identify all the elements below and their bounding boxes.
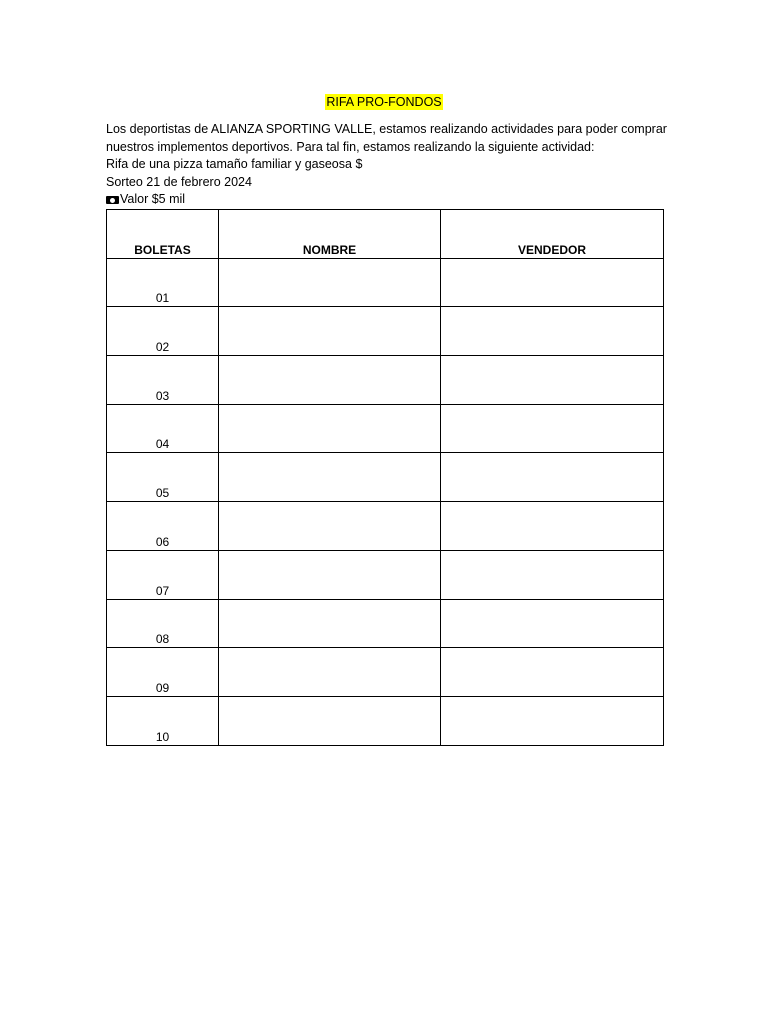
intro-text [106, 121, 676, 209]
tickets-table [106, 209, 664, 746]
table-row [107, 696, 664, 745]
draw-date-line: Sorteo 21 de febrero 2024 [106, 174, 252, 189]
money-icon [106, 196, 119, 204]
table-row [107, 550, 664, 599]
prize-line: Rifa de una pizza tamaño familiar y gaseosa $ [106, 157, 363, 172]
vendedor-cell [441, 550, 664, 599]
table-row [107, 258, 664, 307]
price-line [106, 191, 676, 209]
boleta-number: 05 [107, 453, 219, 502]
boleta-number: 03 [107, 356, 219, 405]
document-title: RIFA PRO-FONDOS [326, 95, 442, 109]
boleta-number: 10 [107, 696, 219, 745]
boleta-number: 08 [107, 599, 219, 648]
boleta-number: 02 [107, 307, 219, 356]
table-row [107, 404, 664, 453]
vendedor-cell [441, 648, 664, 697]
boleta-number: 04 [107, 404, 219, 453]
nombre-cell [219, 502, 441, 551]
vendedor-cell [441, 599, 664, 648]
vendedor-cell [441, 356, 664, 405]
header-nombre: NOMBRE [219, 210, 441, 259]
nombre-cell [219, 599, 441, 648]
vendedor-cell [441, 696, 664, 745]
nombre-cell [219, 550, 441, 599]
nombre-cell [219, 258, 441, 307]
table-row [107, 453, 664, 502]
header-boletas: BOLETAS [107, 210, 219, 259]
nombre-cell [219, 356, 441, 405]
vendedor-cell [441, 453, 664, 502]
nombre-cell [219, 696, 441, 745]
boleta-number: 07 [107, 550, 219, 599]
table-row [107, 307, 664, 356]
table-row [107, 599, 664, 648]
nombre-cell [219, 453, 441, 502]
table-row [107, 502, 664, 551]
nombre-cell [219, 648, 441, 697]
vendedor-cell [441, 258, 664, 307]
vendedor-cell [441, 404, 664, 453]
table-header-row [107, 210, 664, 259]
table-row [107, 648, 664, 697]
vendedor-cell [441, 502, 664, 551]
nombre-cell [219, 404, 441, 453]
price-text: Valor $5 mil [120, 192, 186, 207]
intro-paragraph: Los deportistas de ALIANZA SPORTING VALLE, estamos realizando actividades para poder comprar nuestros implementos deportivos. Para tal fin, estamos realizando la siguiente actividad: [106, 122, 667, 154]
table-row [107, 356, 664, 405]
boleta-number: 06 [107, 502, 219, 551]
nombre-cell [219, 307, 441, 356]
title-container [0, 93, 768, 111]
boleta-number: 09 [107, 648, 219, 697]
header-vendedor: VENDEDOR [441, 210, 664, 259]
boleta-number: 01 [107, 258, 219, 307]
vendedor-cell [441, 307, 664, 356]
